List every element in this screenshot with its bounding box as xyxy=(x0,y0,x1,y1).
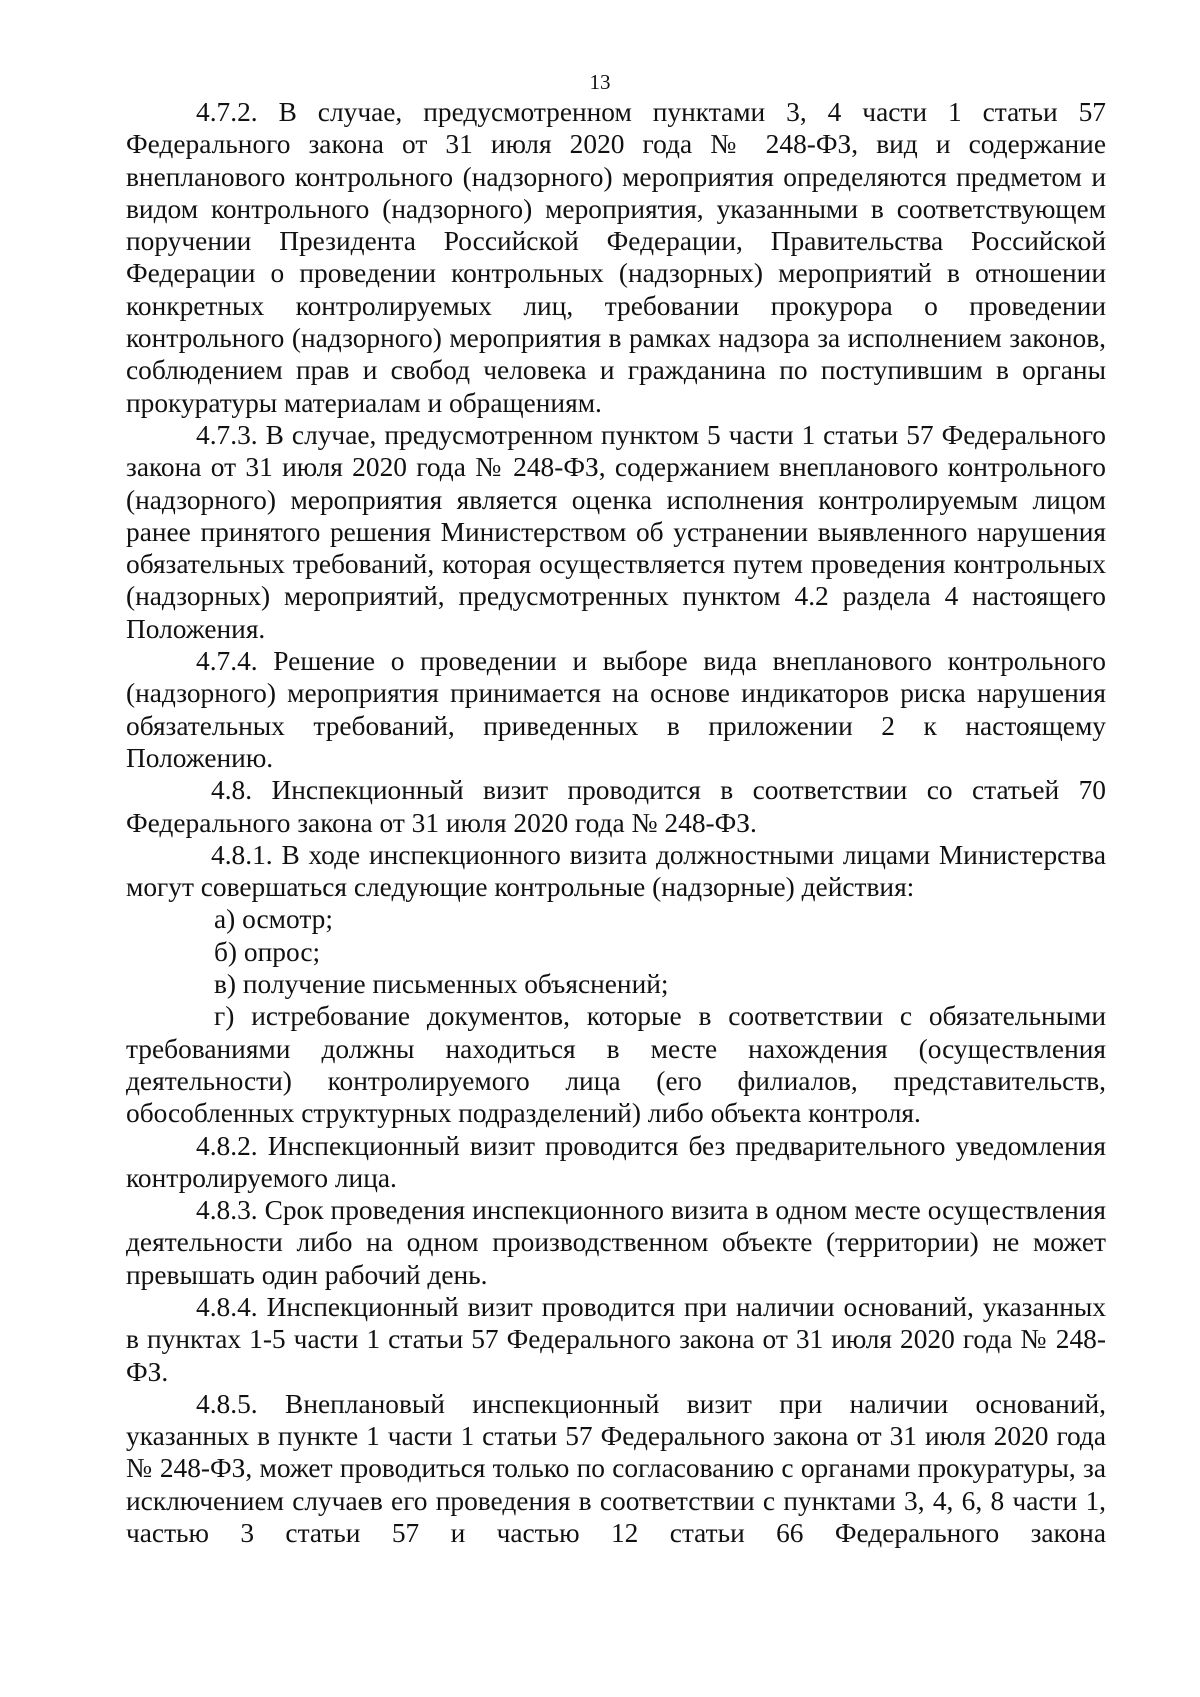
paragraph-4-8-4: 4.8.4. Инспекционный визит проводится при наличии оснований, указанных в пунктах 1-5 части 1 статьи 57 Федерального закона от 31 июля 2020 года № 248-ФЗ. xyxy=(126,1291,1106,1387)
paragraph-4-8-5: 4.8.5. Внеплановый инспекционный визит при наличии оснований, указанных в пункте 1 части 1 статьи 57 Федерального закона от 31 июля 2020 года № 248-ФЗ, может проводиться только по согласованию с органами прокуратуры, за исключением случаев его проведения в соответствии с пунктами 3, 4, 6, 8 части 1, частью 3 статьи 57 и частью 12 статьи 66 Федерального закона xyxy=(126,1388,1106,1549)
paragraph-4-8-2: 4.8.2. Инспекционный визит проводится без предварительного уведомления контролируемого лица. xyxy=(126,1130,1106,1193)
paragraph-4-7-2: 4.7.2. В случае, предусмотренном пунктами 3, 4 части 1 статьи 57 Федерального закона от 31 июля 2020 года № 248-ФЗ, вид и содержание внепланового контрольного (надзорного) мероприятия определяются предметом и видом контрольного (надзорного) мероприятия, указанными в соответствующем поручении Президента Российской Федерации, Правительства Российской Федерации о проведении контрольных (надзорных) мероприятий в отношении конкретных контролируемых лиц, требовании прокурора о проведении контрольного (надзорного) мероприятия в рамках надзора за исполнением законов, соблюдением прав и свобод человека и гражданина по поступившим в органы прокуратуры материалам и обращениям. xyxy=(126,97,1106,418)
paragraph-4-7-4: 4.7.4. Решение о проведении и выборе вида внепланового контрольного (надзорного) мероприятия принимается на основе индикаторов риска нарушения обязательных требований, приведенных в приложении 2 к настоящему Положению. xyxy=(126,646,1106,773)
list-item-g: г) истребование документов, которые в соответствии с обязательными требованиями должны находиться в месте нахождения (осуществления деятельности) контролируемого лица (его филиалов, представительств, обособленных структурных подразделений) либо объекта контроля. xyxy=(126,1001,1106,1129)
paragraph-4-8-3: 4.8.3. Срок проведения инспекционного визита в одном месте осуществления деятельности либо на одном производственном объекте (территории) не может превышать один рабочий день. xyxy=(126,1195,1106,1290)
list-item-v: в) получение письменных объяснений; xyxy=(214,969,669,1000)
page-number: 13 xyxy=(589,70,611,94)
paragraph-4-8-1: 4.8.1. В ходе инспекционного визита должностными лицами Министерства могут совершаться следующие контрольные (надзорные) действия: xyxy=(126,839,1106,903)
paragraph-4-7-3: 4.7.3. В случае, предусмотренном пунктом 5 части 1 статьи 57 Федерального закона от 31 июля 2020 года № 248-ФЗ, содержанием внепланового контрольного (надзорного) мероприятия является оценка исполнения контролируемым лицом ранее принятого решения Министерством об устранении выявленного нарушения обязательных требований, которая осуществляется путем проведения контрольных (надзорных) мероприятий, предусмотренных пунктом 4.2 раздела 4 настоящего Положения. xyxy=(126,419,1106,644)
document-body xyxy=(126,96,1106,1549)
list-item-b: б) опрос; xyxy=(214,936,321,967)
list-item-a: а) осмотр; xyxy=(214,904,333,935)
paragraph-4-8: 4.8. Инспекционный визит проводится в соответствии со статьей 70 Федерального закона от 31 июля 2020 года № 248-ФЗ. xyxy=(126,775,1106,838)
